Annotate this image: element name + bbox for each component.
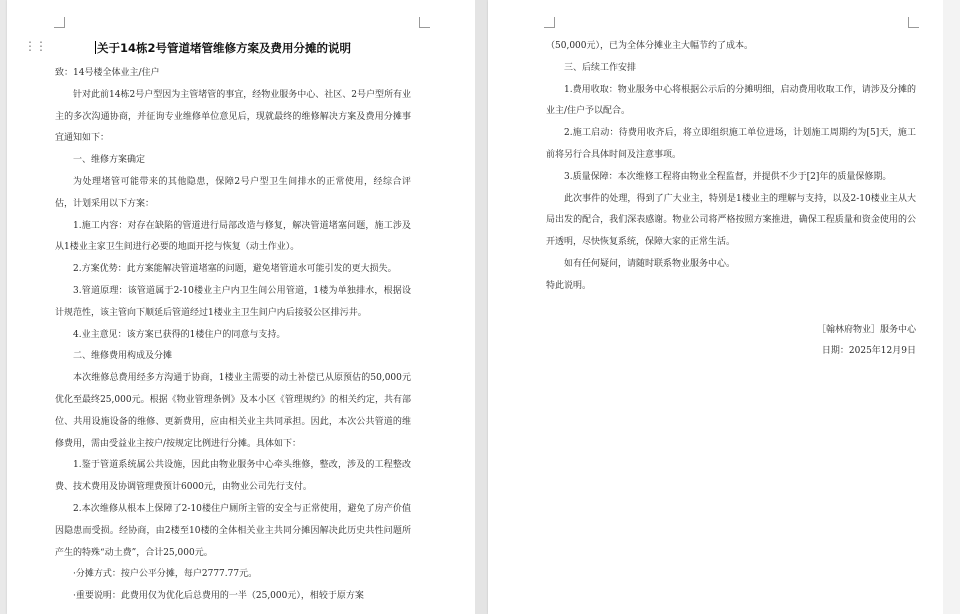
page-gap [475, 0, 488, 614]
list-item-paragraph[interactable]: 3.管道原理：该管道属于2-10楼业主户内卫生间公用管道，1楼为单独排水，根据设计规范性，该主管向下顺延后管道经过1楼业主卫生间户内后接驳公区排污井。 [55, 285, 411, 318]
page-margin-corner-marker [908, 17, 919, 28]
spacer [546, 298, 916, 320]
salutation-paragraph[interactable]: 致：14号楼全体业主/住户 [55, 68, 160, 78]
body-paragraph[interactable]: 本次维修总费用经多方沟通于协商，1楼业主需要的动土补偿已从原预估的50,000元优化至最终25,000元。根据《物业管理条例》及本小区《管理规约》的相关约定，共有部位、共用设施设备的维修、更新费用，应由相关业主共同承担。因此，本次公共管道的维修费用，需由受益业主按户/按规定比例进行分摊。具体如下： [55, 373, 411, 449]
list-item-paragraph[interactable]: 1.费用收取：物业服务中心将根据公示后的分摊明细，启动费用收取工作，请涉及分摊的业主/住户予以配合。 [546, 84, 916, 117]
section-heading[interactable]: 二、维修费用构成及分摊 [73, 351, 173, 362]
body-paragraph[interactable]: 为处理堵管可能带来的其他隐患，保障2号户型卫生间排水的正常使用，经综合评估，计划采用以下方案： [55, 176, 411, 209]
vertical-scrollbar[interactable] [943, 0, 960, 614]
list-item-paragraph[interactable]: 1.鉴于管道系统属公共设施，因此由物业服务中心牵头维修，整改，涉及的工程整改费、技术费用及协调管理费预计6000元，由物业公司先行支付。 [55, 460, 411, 493]
list-item-paragraph[interactable]: 1.施工内容：对存在缺陷的管道进行局部改造与修复，解决管道堵塞问题，施工涉及从1楼业主家卫生间进行必要的地面开挖与恢复（动土作业）。 [55, 220, 411, 253]
signature-line[interactable]: ［翰林府物业］服务中心 [816, 324, 916, 335]
date-line[interactable]: 日期：2025年12月9日 [821, 346, 916, 357]
bullet-paragraph[interactable]: ·分摊方式：按户公平分摊，每户2777.77元。 [73, 569, 258, 580]
section-heading[interactable]: 三、后续工作安排 [564, 62, 637, 73]
list-item-paragraph[interactable]: 2.施工启动：待费用收齐后，将立即组织施工单位进场，计划施工周期约为[5]天，施工前将另行合具体时间及注意事项。 [546, 128, 916, 160]
list-item-paragraph[interactable]: 4.业主意见：该方案已获得的1楼住户的同意与支持。 [73, 329, 286, 340]
text-cursor [95, 41, 96, 54]
list-item-paragraph[interactable]: 2.本次维修从根本上保障了2-10楼住户厕所主管的安全与正常使用，避免了房产价值因隐患而受损。经协商，由2楼至10楼的全体相关业主共同分摊因解决此历史共性问题所产生的特殊“动土费”，合计25,000元。 [55, 503, 411, 558]
page-2-body[interactable] [546, 36, 916, 363]
page-1-body[interactable] [55, 63, 411, 608]
page-margin-corner-marker [544, 17, 555, 28]
bullet-paragraph[interactable]: ·重要说明：此费用仅为优化后总费用的一半（25,000元），相较于原方案 [73, 591, 364, 602]
section-heading[interactable]: 一、维修方案确定 [73, 155, 146, 166]
drag-handle-icon[interactable]: ⋮⋮ [24, 39, 46, 53]
intro-paragraph[interactable]: 针对此前14栋2号户型因为主管堵管的事宜，经物业服务中心、社区、2号户型所有业主的多次沟通协商，并征询专业维修单位意见后，现就最终的维修解决方案及费用分摊事宜通知如下： [55, 89, 411, 144]
closing-paragraph[interactable]: 特此说明。 [546, 280, 592, 291]
document-page-1[interactable] [7, 0, 475, 614]
page-margin-corner-marker [419, 17, 430, 28]
body-paragraph[interactable]: 如有任何疑问，请随时联系物业服务中心。 [564, 258, 736, 269]
document-page-2[interactable] [488, 0, 943, 614]
list-item-paragraph[interactable]: 2.方案优势：此方案能解决管道堵塞的问题，避免堵管道水可能引发的更大损失。 [73, 264, 397, 275]
page-margin-corner-marker [54, 17, 65, 28]
list-item-paragraph[interactable]: 3.质量保障：本次维修工程将由物业全程监督，并提供不少于[2]年的质量保修期。 [564, 171, 892, 182]
body-paragraph[interactable]: 此次事件的处理，得到了广大业主，特别是1楼业主的理解与支持，以及2-10楼业主从大局出发的配合，我们深表感谢。物业公司将严格按照方案推进，确保工程质量和资金使用的公开透明，尽快恢复系统，保障大家的正常生活。 [546, 193, 916, 248]
continued-paragraph[interactable]: （50,000元），已为全体分摊业主大幅节约了成本。 [546, 41, 753, 51]
document-title[interactable]: 关于14栋2号管道堵管维修方案及费用分摊的说明 [97, 41, 352, 55]
